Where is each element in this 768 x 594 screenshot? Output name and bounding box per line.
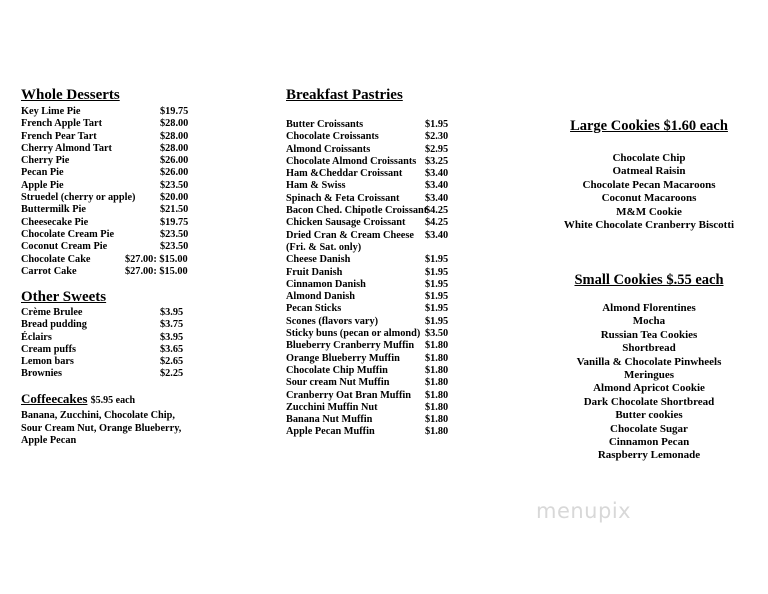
- cookie-item: Vanilla & Chocolate Pinwheels: [576, 355, 722, 368]
- menu-item-row: [21, 241, 189, 253]
- menu-item-row: [286, 254, 449, 266]
- menu-item-row: [286, 352, 449, 365]
- small-cookies-list: [544, 302, 754, 463]
- menu-item-row: [286, 364, 449, 377]
- item-price: $3.40: [425, 180, 449, 192]
- coffeecakes-section: [21, 391, 181, 448]
- item-name: Coconut Cream Pie: [21, 241, 108, 253]
- menu-item-row: [21, 331, 184, 344]
- large-cookies-title: Large Cookies $1.60 each: [570, 118, 728, 134]
- item-name: French Apple Tart: [21, 118, 103, 130]
- menu-item-row: [21, 130, 189, 143]
- item-price: $1.95: [425, 254, 449, 266]
- item-name: Cranberry Oat Bran Muffin: [286, 389, 411, 401]
- cookie-item: Oatmeal Raisin: [612, 165, 686, 178]
- other-sweets-section: [21, 289, 184, 381]
- item-name: Buttermilk Pie: [21, 204, 86, 216]
- item-name: Key Lime Pie: [21, 106, 81, 117]
- item-name: Almond Croissants: [286, 143, 371, 155]
- item-price: $27.00: $15.00: [125, 253, 188, 265]
- menu-item-row: [286, 205, 449, 217]
- whole-desserts-title: Whole Desserts: [21, 87, 120, 103]
- menu-item-row: [21, 265, 188, 278]
- item-price: $1.95: [425, 266, 449, 278]
- breakfast-pastries-list: [286, 119, 449, 439]
- item-name: French Pear Tart: [21, 130, 97, 142]
- item-price: $2.30: [425, 131, 449, 143]
- menu-item-row: [286, 291, 449, 303]
- menu-item-row: [286, 401, 449, 414]
- cookie-item: Dark Chocolate Shortbread: [583, 395, 715, 408]
- cookie-item: Chocolate Sugar: [610, 422, 688, 435]
- item-name: Dried Cran & Cream Cheese: [286, 229, 414, 241]
- item-price: $1.80: [425, 340, 449, 352]
- menu-item-row: [21, 192, 189, 204]
- large-cookies-list: [544, 152, 754, 232]
- whole-desserts-section: [21, 87, 189, 278]
- item-price: $3.95: [160, 331, 184, 343]
- menu-item-row: [286, 155, 449, 168]
- menupix-watermark: menupix: [536, 499, 632, 523]
- cookie-item: Almond Apricot Cookie: [593, 382, 705, 395]
- menu-item-row: [286, 242, 403, 254]
- menu-item-row: [286, 229, 449, 242]
- item-price: $3.75: [160, 319, 184, 331]
- whole-desserts-list: [21, 106, 189, 278]
- menu-item-row: [21, 179, 189, 192]
- item-price: $1.80: [425, 389, 449, 401]
- cookie-item: Mocha: [632, 315, 666, 328]
- menu-item-row: [21, 356, 184, 368]
- item-price: $28.00: [160, 118, 189, 130]
- menu-item-row: [21, 343, 184, 356]
- menu-item-row: [21, 228, 189, 241]
- item-price: $26.00: [160, 155, 189, 167]
- item-price: $3.95: [160, 307, 184, 318]
- item-price: $27.00: $15.00: [125, 265, 188, 277]
- menu-item-row: [286, 426, 449, 438]
- cookie-item: Meringues: [623, 369, 675, 382]
- other-sweets-title: Other Sweets: [21, 289, 107, 305]
- item-name: Pecan Pie: [21, 167, 64, 179]
- cookie-item: Chocolate Chip: [612, 152, 686, 164]
- cookie-item: Almond Florentines: [602, 302, 696, 314]
- item-name: Blueberry Cranberry Muffin: [286, 340, 415, 352]
- menu-item-row: [286, 328, 449, 340]
- item-price: $1.80: [425, 352, 449, 364]
- item-name: Orange Blueberry Muffin: [286, 352, 400, 364]
- item-name: Cherry Almond Tart: [21, 142, 112, 154]
- item-name: Almond Danish: [286, 291, 355, 303]
- cookie-item: Cinnamon Pecan: [608, 436, 690, 449]
- item-name: Spinach & Feta Croissant: [286, 192, 400, 204]
- item-price: $1.95: [425, 119, 449, 130]
- item-name: Apple Pie: [21, 179, 64, 191]
- menu-item-row: [286, 180, 449, 192]
- item-price: $4.25: [425, 205, 449, 217]
- cookie-item: M&M Cookie: [616, 205, 682, 218]
- item-price: $1.80: [425, 364, 449, 376]
- menu-item-row: [286, 119, 449, 131]
- large-cookies-section: [544, 118, 754, 232]
- item-name: Lemon bars: [21, 356, 74, 368]
- item-price: $1.95: [425, 303, 449, 315]
- coffeecakes-heading: [21, 391, 181, 407]
- menu-item-row: [286, 192, 449, 205]
- item-price: $3.40: [425, 168, 449, 180]
- item-name: Pecan Sticks: [286, 303, 342, 315]
- item-name: Cheese Danish: [286, 254, 351, 266]
- item-price: $2.95: [425, 143, 449, 155]
- coffeecake-line: Sour Cream Nut, Orange Blueberry,: [21, 422, 182, 434]
- menu-item-row: [286, 303, 449, 315]
- menu-item-row: [21, 319, 184, 331]
- cookie-item: Butter cookies: [615, 409, 683, 422]
- item-price: $1.95: [425, 278, 449, 290]
- menu-item-row: [21, 106, 189, 118]
- menu-item-row: [21, 204, 189, 216]
- menu-item-row: [286, 377, 449, 389]
- menu-item-row: [21, 368, 184, 380]
- item-name: Banana Nut Muffin: [286, 414, 373, 426]
- item-price: $21.50: [160, 204, 189, 216]
- breakfast-pastries-section: [286, 87, 449, 439]
- small-cookies-section: [544, 272, 754, 463]
- item-name: Chocolate Chip Muffin: [286, 364, 388, 376]
- item-price: $1.80: [425, 426, 449, 438]
- item-name: Apple Pecan Muffin: [286, 426, 375, 438]
- menu-item-row: [286, 131, 449, 143]
- small-cookies-title: Small Cookies $.55 each: [574, 272, 724, 288]
- item-name: Cheesecake Pie: [21, 216, 89, 228]
- item-name: Fruit Danish: [286, 266, 343, 278]
- item-name: Scones (flavors vary): [286, 315, 379, 327]
- cookie-item: Russian Tea Cookies: [600, 328, 698, 341]
- item-price: $23.50: [160, 228, 189, 240]
- item-name: Bacon Ched. Chipotle Croissant: [286, 205, 428, 217]
- menu-item-row: [286, 168, 449, 180]
- cookie-item: White Chocolate Cranberry Biscotti: [563, 219, 735, 232]
- item-price: $23.50: [160, 241, 189, 253]
- cookie-item: Shortbread: [622, 342, 676, 355]
- menu-item-row: [21, 142, 189, 155]
- item-name: Chocolate Cake: [21, 253, 91, 265]
- item-name: Sticky buns (pecan or almond): [286, 328, 421, 340]
- cookie-item: Chocolate Pecan Macaroons: [582, 178, 716, 191]
- item-price: $19.75: [160, 106, 189, 117]
- item-name: Bread pudding: [21, 319, 87, 331]
- item-name: Zucchini Muffin Nut: [286, 401, 378, 413]
- cookie-item: Raspberry Lemonade: [597, 449, 701, 462]
- item-price: $28.00: [160, 130, 189, 142]
- item-name: Brownies: [21, 368, 63, 380]
- menu-item-row: [286, 143, 449, 156]
- item-price: $20.00: [160, 192, 189, 204]
- item-name: Struedel (cherry or apple): [21, 192, 136, 204]
- item-name: Chocolate Almond Croissants: [286, 155, 417, 167]
- item-name: Éclairs: [21, 331, 52, 343]
- item-price: $1.95: [425, 291, 449, 303]
- item-price: $19.75: [160, 216, 189, 228]
- menu-item-row: [21, 253, 188, 266]
- item-price: $23.50: [160, 179, 189, 191]
- item-name: Chicken Sausage Croissant: [286, 217, 406, 229]
- item-price: $1.80: [425, 401, 449, 413]
- cookie-item: Coconut Macaroons: [601, 192, 697, 205]
- menu-item-row: [286, 414, 449, 426]
- coffeecakes-title: Coffeecakes: [21, 391, 88, 406]
- item-price: $2.65: [160, 356, 184, 368]
- coffeecakes-list: [21, 410, 181, 448]
- coffeecakes-price: $5.95 each: [90, 395, 136, 406]
- item-price: $3.40: [425, 192, 449, 204]
- item-price: $1.80: [425, 414, 449, 426]
- menu-item-row: [21, 167, 189, 179]
- item-price: $3.40: [425, 229, 449, 241]
- menu-item-row: [21, 155, 189, 167]
- item-price: $1.80: [425, 377, 449, 389]
- menu-item-row: [286, 389, 449, 402]
- item-name: Ham & Swiss: [286, 180, 346, 192]
- item-name: Crème Brulee: [21, 307, 83, 318]
- item-name: Chocolate Croissants: [286, 131, 379, 143]
- menu-item-row: [21, 118, 189, 130]
- menu-item-row: [286, 315, 449, 328]
- other-sweets-list: [21, 307, 184, 381]
- item-name: Ham &Cheddar Croissant: [286, 168, 403, 180]
- item-price: $3.50: [425, 328, 449, 340]
- item-name: Cinnamon Danish: [286, 278, 366, 290]
- breakfast-pastries-title: Breakfast Pastries: [286, 87, 403, 103]
- item-name: (Fri. & Sat. only): [286, 241, 362, 253]
- item-price: $1.95: [425, 315, 449, 327]
- item-price: $3.25: [425, 155, 449, 167]
- item-price: $3.65: [160, 343, 184, 355]
- item-name: Butter Croissants: [286, 119, 364, 130]
- menu-item-row: [286, 278, 449, 291]
- item-name: Sour cream Nut Muffin: [286, 377, 390, 389]
- coffeecake-line: Banana, Zucchini, Chocolate Chip,: [21, 410, 175, 421]
- item-price: $28.00: [160, 142, 189, 154]
- item-price: $4.25: [425, 217, 449, 229]
- menu-item-row: [286, 266, 449, 279]
- menu-item-row: [21, 216, 189, 229]
- item-name: Cream puffs: [21, 343, 77, 355]
- menu-item-row: [21, 307, 184, 319]
- menu-item-row: [286, 217, 449, 229]
- item-name: Carrot Cake: [21, 265, 77, 277]
- menu-item-row: [286, 340, 449, 352]
- item-price: $2.25: [160, 368, 184, 380]
- coffeecake-line: Apple Pecan: [21, 435, 77, 447]
- item-name: Cherry Pie: [21, 155, 70, 167]
- item-price: $26.00: [160, 167, 189, 179]
- item-name: Chocolate Cream Pie: [21, 228, 115, 240]
